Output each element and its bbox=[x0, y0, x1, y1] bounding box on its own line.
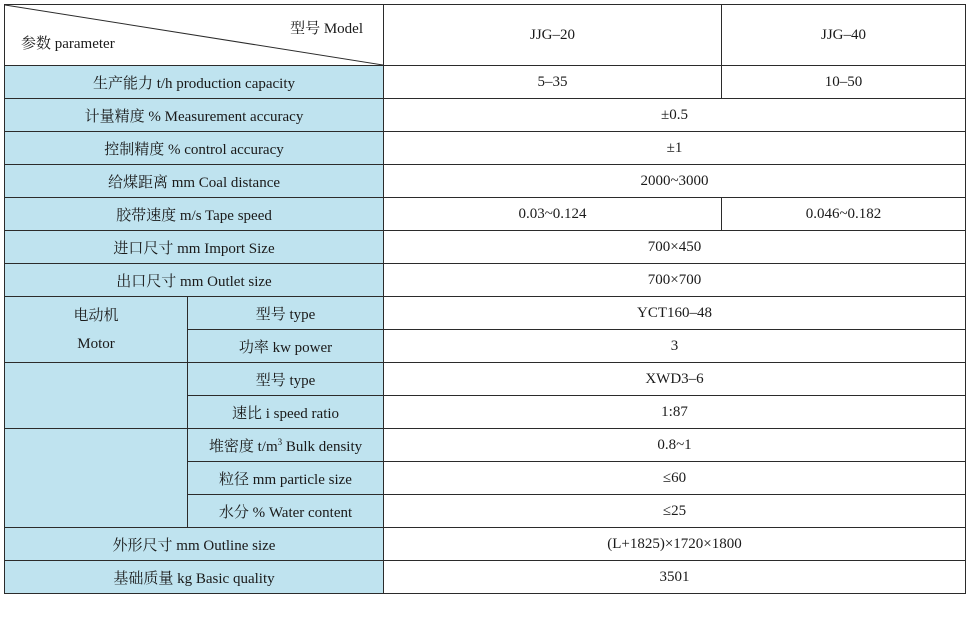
row-label-capacity: 生产能力 t/h production capacity bbox=[5, 66, 384, 99]
value-import-size: 700×450 bbox=[384, 231, 966, 264]
group-label-motor bbox=[5, 297, 188, 363]
corner-parameter-label: 参数 parameter bbox=[21, 36, 115, 52]
row-label-coal-distance: 给煤距离 mm Coal distance bbox=[5, 165, 384, 198]
table-row bbox=[5, 561, 966, 594]
value-reducer-type: XWD3–6 bbox=[384, 363, 966, 396]
group-label-motor-cn: 电动机 bbox=[73, 307, 119, 324]
value-basic-quality: 3501 bbox=[384, 561, 966, 594]
table-row bbox=[5, 132, 966, 165]
row-label-reducer-type: 型号 type bbox=[188, 363, 384, 396]
table-row bbox=[5, 165, 966, 198]
table-row bbox=[5, 198, 966, 231]
row-label-control-accuracy: 控制精度 % control accuracy bbox=[5, 132, 384, 165]
table-row bbox=[5, 264, 966, 297]
header-row bbox=[5, 5, 966, 66]
row-label-measurement-accuracy: 计量精度 % Measurement accuracy bbox=[5, 99, 384, 132]
group-label-motor-en: Motor bbox=[77, 335, 115, 352]
value-speed-ratio: 1:87 bbox=[384, 396, 966, 429]
value-capacity-jjg40: 10–50 bbox=[722, 66, 966, 99]
row-label-basic-quality: 基础质量 kg Basic quality bbox=[5, 561, 384, 594]
corner-model-label: 型号 Model bbox=[290, 21, 363, 37]
table-row bbox=[5, 99, 966, 132]
model-header-jjg40: JJG–40 bbox=[722, 5, 966, 66]
value-outlet-size: 700×700 bbox=[384, 264, 966, 297]
value-measurement-accuracy: ±0.5 bbox=[384, 99, 966, 132]
row-label-bulk-density bbox=[188, 429, 384, 462]
group-label-material bbox=[5, 429, 188, 528]
corner-header-cell bbox=[5, 5, 384, 66]
value-tape-speed-jjg20: 0.03~0.124 bbox=[384, 198, 722, 231]
row-label-speed-ratio: 速比 i speed ratio bbox=[188, 396, 384, 429]
table-row bbox=[5, 231, 966, 264]
row-label-outline-size: 外形尺寸 mm Outline size bbox=[5, 528, 384, 561]
row-label-water-content: 水分 % Water content bbox=[188, 495, 384, 528]
model-header-jjg20: JJG–20 bbox=[384, 5, 722, 66]
value-water-content: ≤25 bbox=[384, 495, 966, 528]
value-outline-size: (L+1825)×1720×1800 bbox=[384, 528, 966, 561]
bulk-density-label-exponent: 3 bbox=[277, 436, 283, 447]
bulk-density-label-en: Bulk density bbox=[282, 438, 363, 455]
row-label-import-size: 进口尺寸 mm Import Size bbox=[5, 231, 384, 264]
value-capacity-jjg20: 5–35 bbox=[384, 66, 722, 99]
table-row bbox=[5, 66, 966, 99]
table-row bbox=[5, 528, 966, 561]
table-row bbox=[5, 297, 966, 330]
value-coal-distance: 2000~3000 bbox=[384, 165, 966, 198]
bulk-density-label-main: 堆密度 t/m bbox=[208, 438, 278, 455]
value-control-accuracy: ±1 bbox=[384, 132, 966, 165]
value-particle-size: ≤60 bbox=[384, 462, 966, 495]
spec-table bbox=[4, 4, 966, 594]
row-label-motor-power: 功率 kw power bbox=[188, 330, 384, 363]
row-label-particle-size: 粒径 mm particle size bbox=[188, 462, 384, 495]
value-motor-type: YCT160–48 bbox=[384, 297, 966, 330]
row-label-tape-speed: 胶带速度 m/s Tape speed bbox=[5, 198, 384, 231]
value-motor-power: 3 bbox=[384, 330, 966, 363]
row-label-outlet-size: 出口尺寸 mm Outlet size bbox=[5, 264, 384, 297]
table-row bbox=[5, 363, 966, 396]
group-label-reducer bbox=[5, 363, 188, 429]
row-label-motor-type: 型号 type bbox=[188, 297, 384, 330]
value-bulk-density: 0.8~1 bbox=[384, 429, 966, 462]
table-row bbox=[5, 429, 966, 462]
value-tape-speed-jjg40: 0.046~0.182 bbox=[722, 198, 966, 231]
